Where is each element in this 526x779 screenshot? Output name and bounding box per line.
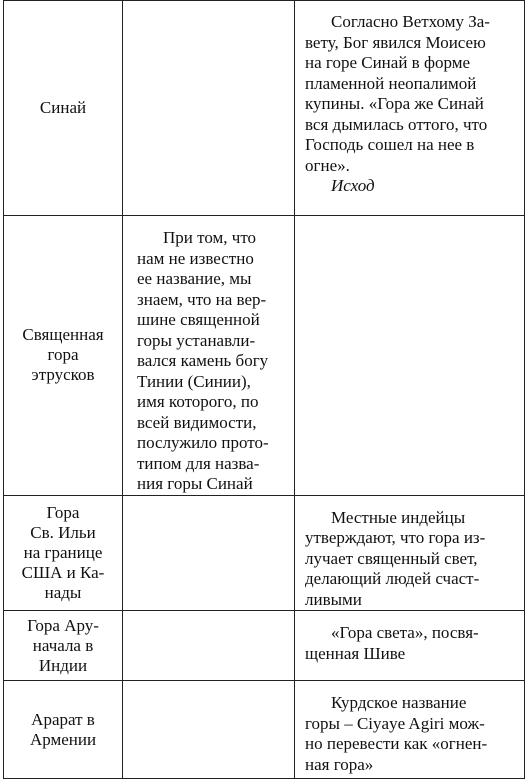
mountain-name: США и Ка- [21,562,105,582]
mountain-name: этрусков [31,365,95,385]
table-row [4,681,525,779]
description-line: вету, Бог явился Моисею [305,32,486,52]
mountain-name-cell [4,1,123,216]
etymology-line: имя которого, по [137,392,259,411]
description-line: ная гора» [305,754,374,774]
etymology-cell [123,495,295,611]
etymology-cell [123,681,295,779]
mountain-name-cell [4,216,123,496]
description-cell [295,495,525,611]
description-line: купины. «Гора же Синай [305,94,484,113]
description-line: делающий людей счаст- [305,569,480,588]
etymology-line: ния горы Синай [137,474,253,493]
description-cell [295,216,525,496]
mountain-name: начала в [32,635,94,655]
description-line: Господь сошел на нее в [305,135,475,154]
table-row [4,611,525,681]
etymology-line: всей видимости, [137,412,257,432]
description-line: лучает священный свет, [305,548,478,568]
description-text [295,1,524,176]
etymology-line: шине священной [137,310,260,329]
mountain-name: нады [44,582,82,602]
description-cell [295,1,525,216]
etymology-line: нам не известно [137,248,254,268]
description-line: Согласно Ветхому За- [331,12,490,31]
description-line: щенная Шиве [305,643,406,663]
description-line: но перевести как «огнен- [305,734,488,753]
etymology-line: знаем, что на вер- [137,289,267,309]
description-line: на горе Синай в форме [305,53,471,72]
mountain-name: Гора Ару- [27,615,99,635]
mountain-name-cell [4,495,123,611]
description-line: пламенной неопалимой [305,73,477,93]
etymology-text [123,216,294,495]
table-row [4,1,525,216]
mountain-name: Армении [29,729,97,749]
mountain-name: на границе [23,542,103,562]
mountain-name: Синай [39,98,87,117]
mountain-name: Арарат в [31,709,95,729]
etymology-cell [123,216,295,496]
description-text [295,681,524,775]
mountain-name: гора [47,345,79,365]
mountains-table [3,0,525,779]
etymology-line: вался камень богу [137,351,269,370]
etymology-line: типом для назва- [137,453,260,473]
etymology-line: ее название, мы [137,269,252,288]
description-line: Местные индейцы [331,507,466,527]
table-row [4,495,525,611]
etymology-cell [123,611,295,681]
etymology-line: горы устанавли- [137,330,256,350]
etymology-line: При том, что [163,228,257,247]
mountain-name-cell [4,681,123,779]
mountain-name: Индии [38,655,88,675]
description-text [295,496,524,611]
mountain-name: Гора [46,502,80,522]
table-row [4,216,525,496]
description-line: «Гора света», посвя- [331,623,479,642]
etymology-cell [123,1,295,216]
source-citation: Исход [331,176,375,195]
description-line: утверждают, что гора из- [305,528,486,547]
description-line: Курдское название [331,693,467,712]
etymology-line: Тинии (Синии), [137,371,251,391]
description-text [295,611,524,664]
mountain-name-cell [4,611,123,681]
etymology-line: послужило прото- [137,433,269,452]
mountain-name: Священная [22,325,104,345]
description-line: горы – Ciyaye Agiri мож- [305,713,485,733]
mountain-name: Св. Ильи [30,522,96,542]
description-line: ливыми [305,589,362,609]
description-line: вся дымилась оттого, что [305,114,488,134]
description-cell [295,681,525,779]
description-cell [295,611,525,681]
description-line: огне». [305,155,350,175]
